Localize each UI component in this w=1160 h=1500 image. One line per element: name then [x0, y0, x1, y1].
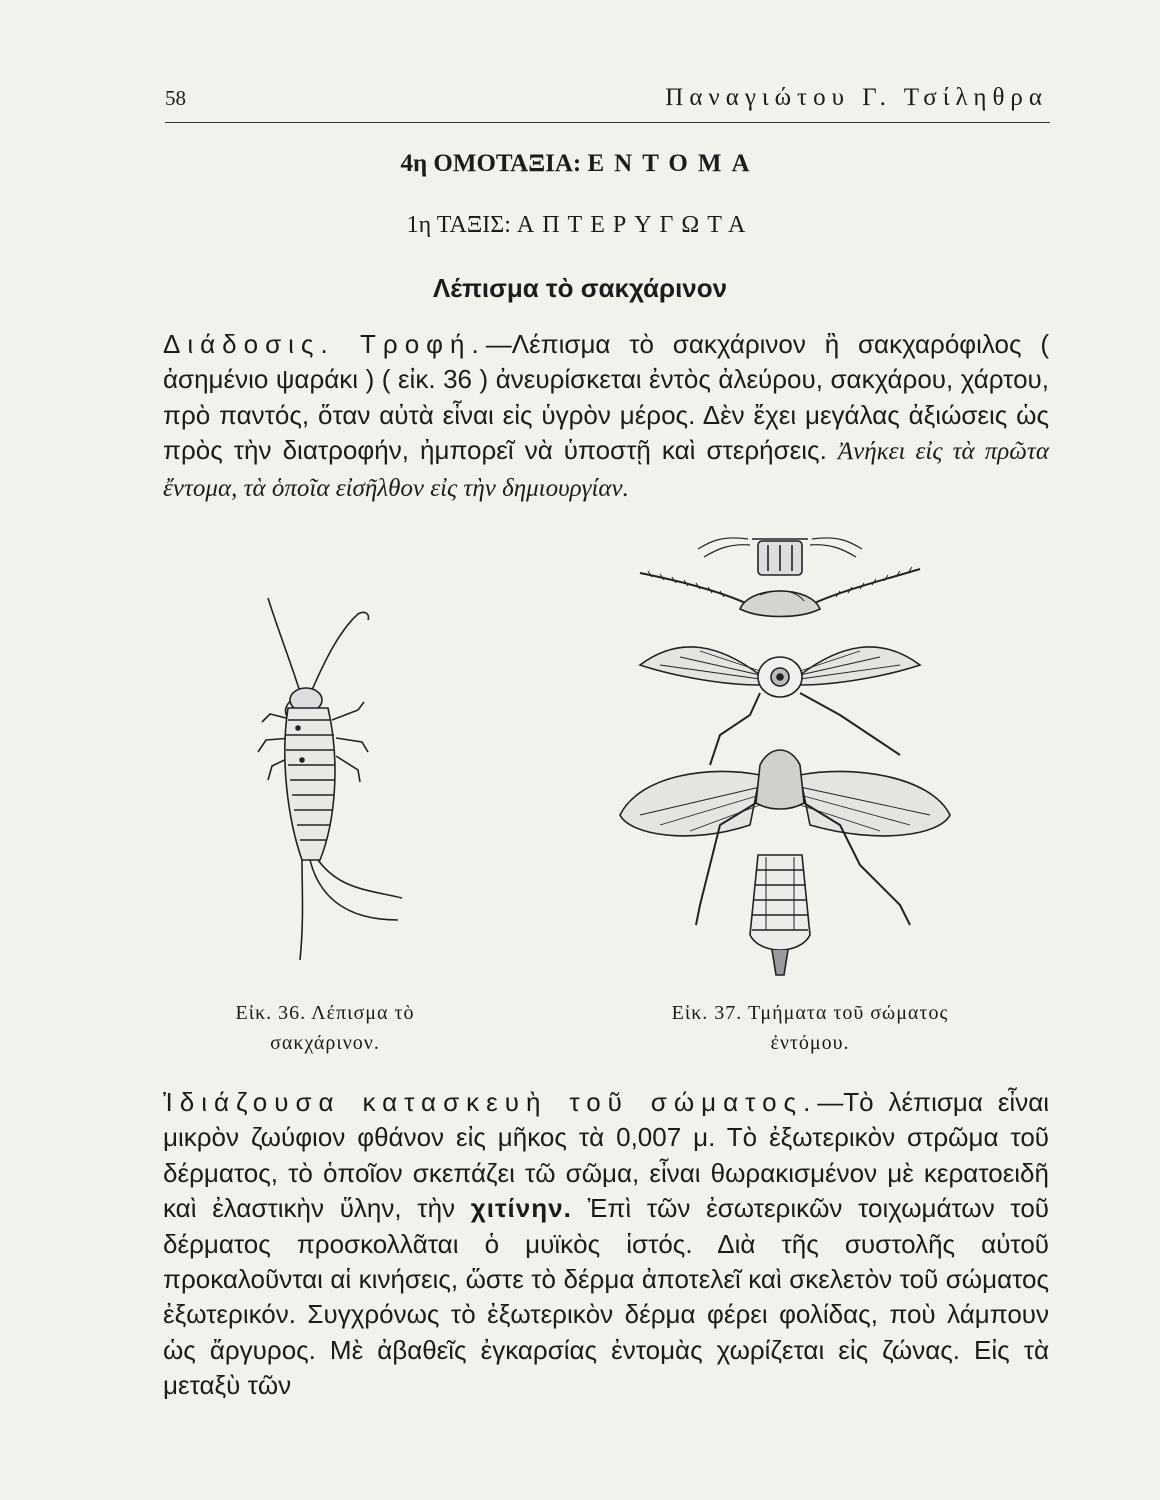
insect-parts-illustration [600, 525, 960, 985]
header-rule [165, 122, 1050, 123]
paragraph2-body-a: —Τὸ λέπισμα εἶναι μικρὸν ζωύφιον φθάνον εἰς μῆκος τὰ 0,007 μ. Τὸ ἐξωτερικὸν στρῶμα τοῦ δέρματος, τὸ ὁποῖον σκεπάζει τῶ σῶμα, εἶναι θωρακισμένον μὲ κερατοειδῆ καὶ ἐλαστικὴν ὕλην, τὴν [163, 1087, 1050, 1224]
silverfish-illustration [240, 590, 420, 970]
figure-37-caption-line2: ἐντόμου. [770, 1032, 850, 1054]
figure-37-caption-line1: Τμήματα τοῦ σώματος [747, 1002, 949, 1024]
chitin-term: χιτίνην. [470, 1193, 572, 1224]
order-title-name: ΑΠΤΕΡΥΓΩΤΑ [516, 212, 754, 238]
page-number: 58 [165, 86, 186, 110]
paragraph1-body: —Λέπισμα τὸ σακχάρινον ἢ σακχαρόφιλος ( ἀσημένιο ψαράκι ) ( εἰκ. 36 ) ἀνευρίσκεται ἐντὸς ἀλεύρου, σακχάρου, χάρτου, πρὸ παντός, ὅταν αὐτὰ εἶναι εἰς ὑγρὸν μέρος. Δὲν ἔχει μεγάλας ἀξιώσεις ὡς πρὸς τὴν διατροφήν, ἠμπορεῖ νὰ ὑποστῇ καὶ στερήσεις. [163, 329, 1049, 466]
order-title [0, 212, 1160, 239]
paragraph1-italic: Ἀνήκει εἰς τὰ πρῶτα ἔντομα, τὰ ὁποῖα εἰσῆλθον εἰς τὴν δημιουργίαν. [163, 438, 1049, 502]
class-title-prefix: 4η ΟΜΟΤΑΞΙΑ: [400, 150, 582, 177]
species-title: Λέπισμα τὸ σακχάρινον [432, 273, 728, 303]
order-title-prefix: 1η ΤΑΞΙΣ: [406, 212, 511, 238]
figure-36-caption-line1: Λέπισμα τὸ [311, 1002, 415, 1024]
figure-36-caption-line2: σακχάρινον. [270, 1032, 380, 1054]
paragraph2-body-b: Ἐπὶ τῶν ἐσωτερικῶν τοιχωμάτων τοῦ δέρματος προσκολλᾶται ὁ μυϊκὸς ἱστός. Διὰ τῆς συστολῆς αὐτοῦ προκαλοῦνται αἱ κινήσεις, ὥστε τὸ δέρμα ἀποτελεῖ καὶ σκελετὸν τοῦ σώματος ἐξωτερικόν. Συγχρόνως τὸ ἐξωτερικὸν δέρμα φέρει φολίδας, ποὺ λάμπουν ὡς ἄργυρος. Μὲ ἀβαθεῖς ἐγκαρσίας ἐντομὰς χωρίζεται εἰς ζώνας. Εἰς τὰ μεταξὺ τῶν [163, 1193, 1049, 1401]
figure-37-label: Εἰκ. 37. [671, 1002, 743, 1024]
paragraph1-lead: Διάδοσις. Τροφή. [163, 329, 486, 359]
running-head: Παναγιώτου Γ. Τσίληθρα [665, 84, 1048, 111]
paragraph2-lead: Ἰδιάζουσα κατασκευὴ τοῦ σώματος. [163, 1087, 818, 1117]
paragraph-distribution [163, 327, 1049, 506]
figure-36-label: Εἰκ. 36. [235, 1002, 307, 1024]
figure-36-caption [195, 998, 455, 1058]
class-title [0, 150, 1160, 178]
class-title-name: ΕΝΤΟΜΑ [587, 150, 760, 177]
paragraph-body-structure [163, 1085, 1049, 1404]
figure-37-caption [600, 998, 1020, 1058]
